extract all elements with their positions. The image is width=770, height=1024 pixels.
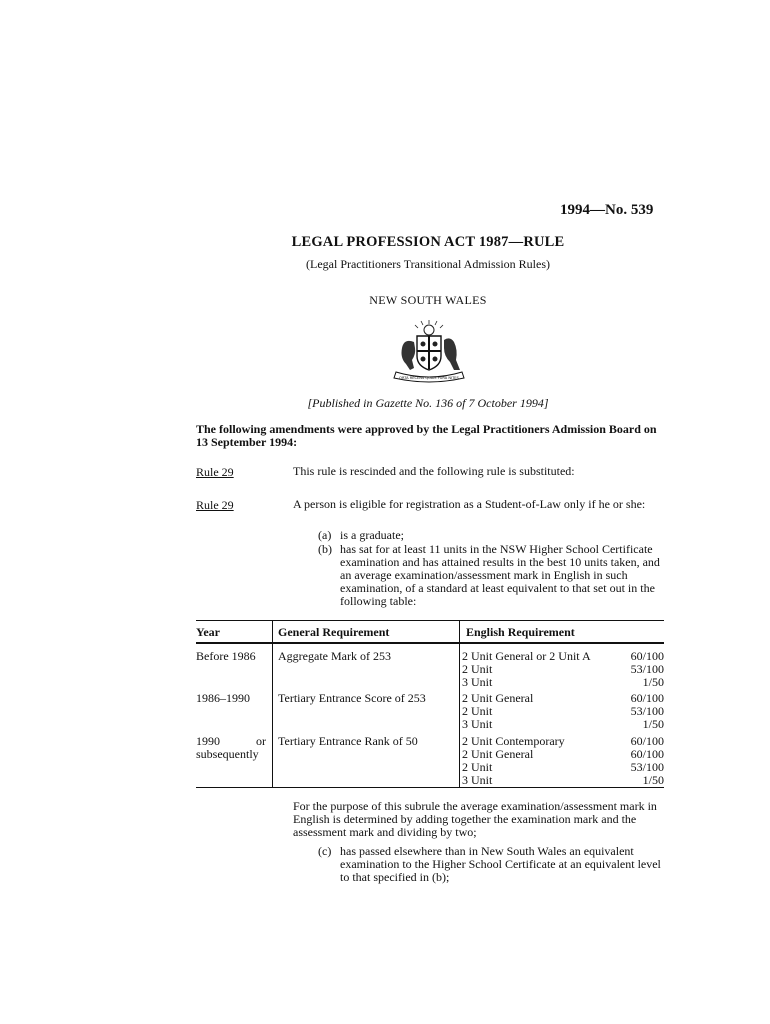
item-label: (a) <box>318 528 332 542</box>
rule-label: Rule 29 <box>196 465 234 479</box>
table-cell-general: Tertiary Entrance Rank of 50 <box>278 734 418 748</box>
item-text: is a graduate; <box>340 528 404 542</box>
table-cell-english: 3 Unit 1/50 <box>462 773 664 787</box>
coat-of-arms-icon <box>384 320 474 384</box>
table-cell-english: 2 Unit 53/100 <box>462 662 664 676</box>
list-item <box>318 543 664 608</box>
item-text: has passed elsewhere than in New South Wales an equivalent examination to the Higher School Certificate at an equivalent level to that specified in (b); <box>340 844 661 884</box>
state-name: NEW SOUTH WALES <box>369 293 487 307</box>
table-cell-english: 2 Unit 53/100 <box>462 760 664 774</box>
table-header: English Requirement <box>466 625 575 639</box>
document-title: LEGAL PROFESSION ACT 1987—RULE <box>291 234 565 250</box>
table-cell-year: 1986–1990 <box>196 691 250 705</box>
table-header: General Requirement <box>278 625 390 639</box>
requirements-table <box>196 620 664 790</box>
rule-label: Rule 29 <box>196 498 234 512</box>
intro-statement: The following amendments were approved by the Legal Practitioners Admission Board on 13 September 1994: <box>196 422 657 449</box>
document-subtitle: (Legal Practitioners Transitional Admission Rules) <box>306 257 550 271</box>
gazette-number: 1994—No. 539 <box>560 202 654 218</box>
item-text: has sat for at least 11 units in the NSW Higher School Certificate examination and has attained results in the best 10 units taken, and an average examination/assessment mark in English in such examination, of a standard at least equivalent to that set out in the following table: <box>340 542 660 608</box>
table-cell-english: 2 Unit General or 2 Unit A 60/100 <box>462 649 664 663</box>
table-cell-general: Aggregate Mark of 253 <box>278 649 391 663</box>
rule-text: This rule is rescinded and the following rule is substituted: <box>293 464 575 478</box>
table-cell-year: Before 1986 <box>196 649 256 663</box>
table-cell-english: 2 Unit General 60/100 <box>462 747 664 761</box>
list-item <box>318 529 664 542</box>
table-cell-year: subsequently <box>196 747 259 761</box>
table-header: Year <box>196 625 220 639</box>
table-cell-english: 2 Unit General 60/100 <box>462 691 664 705</box>
table-cell-year: 1990 <box>196 734 220 748</box>
table-cell-english: 3 Unit 1/50 <box>462 675 664 689</box>
item-label: (c) <box>318 844 332 858</box>
item-label: (b) <box>318 542 332 556</box>
table-cell-english: 2 Unit 53/100 <box>462 704 664 718</box>
table-cell-general: Tertiary Entrance Score of 253 <box>278 691 426 705</box>
list-item <box>318 845 664 884</box>
rule-text: A person is eligible for registration as a Student-of-Law only if he or she: <box>293 497 646 511</box>
table-cell-year: or <box>256 734 266 748</box>
body-paragraph: For the purpose of this subrule the average examination/assessment mark in English is determined by adding together the examination mark and the assessment mark and dividing by two; <box>293 799 657 839</box>
table-cell-english: 2 Unit Contemporary 60/100 <box>462 734 664 748</box>
crest-motto: ORTA RECENS QUAM PURA NITES <box>399 376 459 380</box>
table-cell-english: 3 Unit 1/50 <box>462 717 664 731</box>
publication-note: [Published in Gazette No. 136 of 7 October 1994] <box>307 396 549 410</box>
